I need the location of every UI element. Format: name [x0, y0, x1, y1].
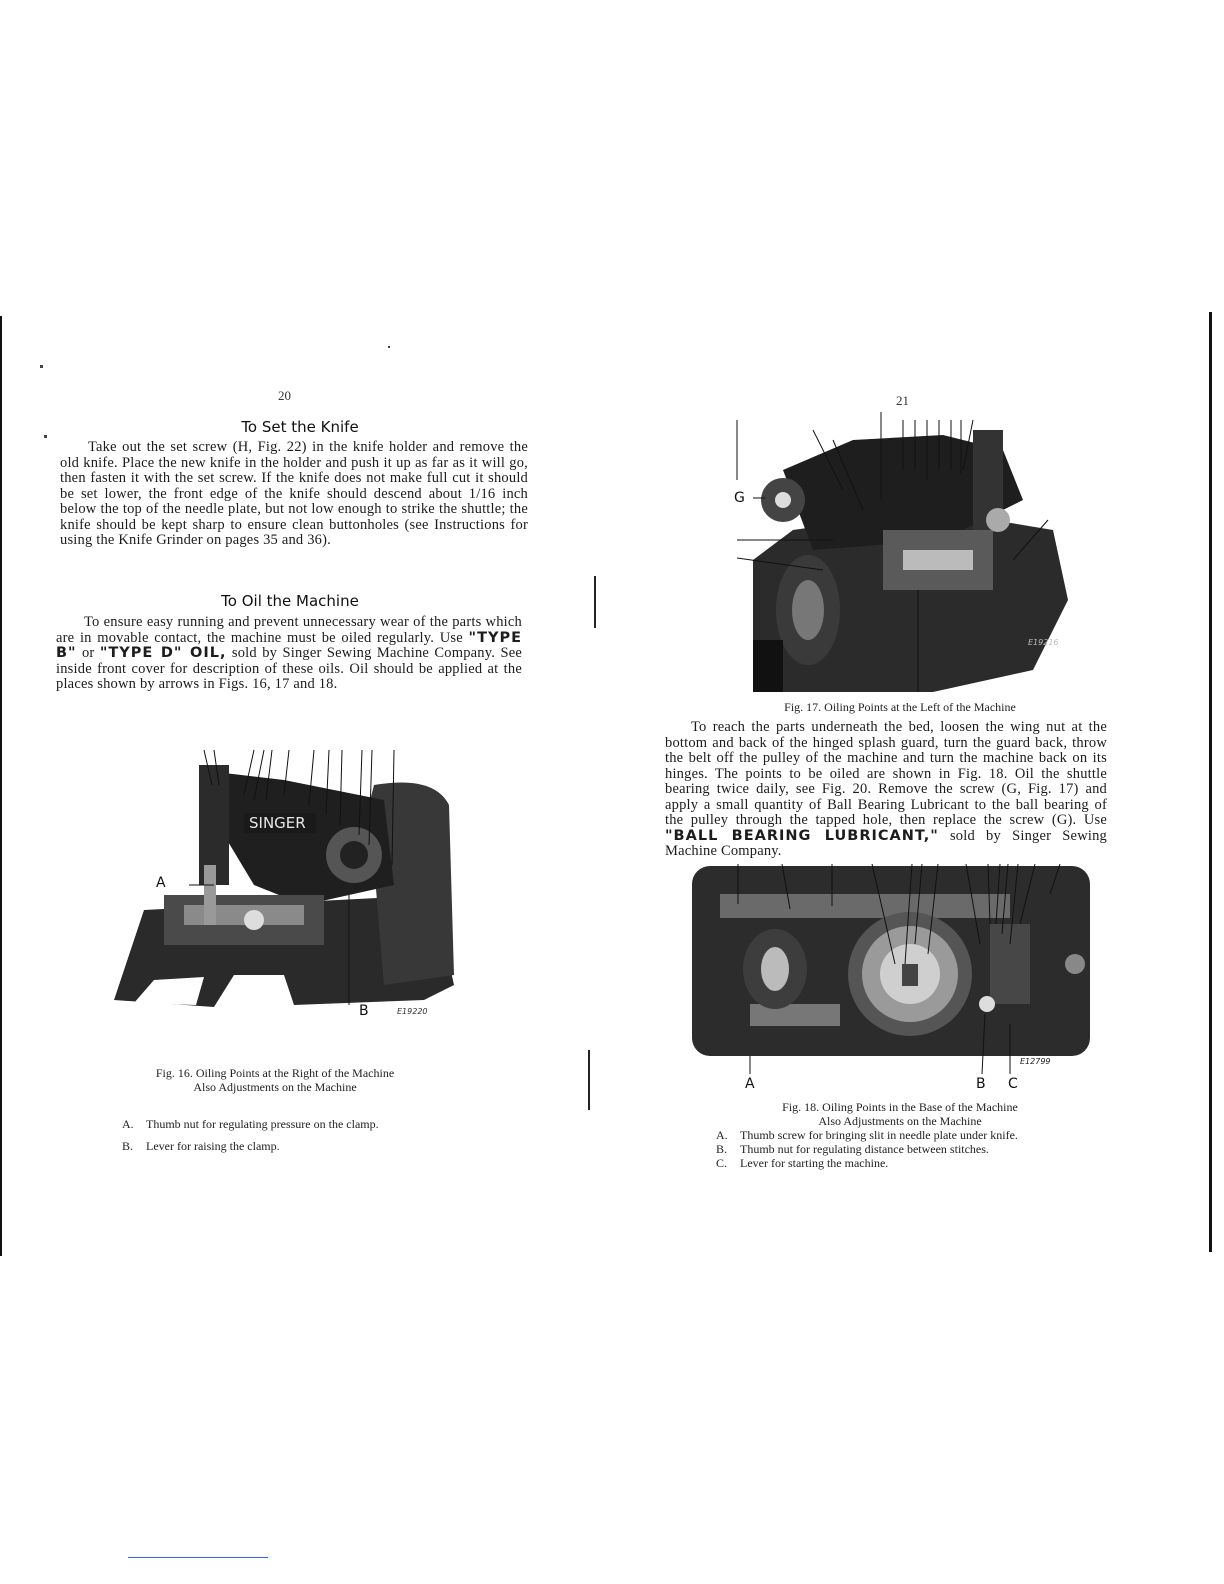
- legend-item: C. Lever for starting the machine.: [716, 1156, 889, 1170]
- fig18-illustration: [690, 864, 1100, 1094]
- heading-set-knife: To Set the Knife: [241, 418, 359, 436]
- gutter-mark-bottom: [588, 1050, 590, 1110]
- oil-type-d: "TYPE D" OIL,: [99, 645, 227, 661]
- legend-item: A. Thumb screw for bringing slit in needle plate under knife.: [716, 1128, 1018, 1142]
- legend-item: B. Lever for raising the clamp.: [122, 1139, 280, 1153]
- reach-paragraph: To reach the parts underneath the bed, loosen the wing nut at the bottom and back of the hinged splash guard, turn the guard back, throw the belt off the pulley of the machine and turn the machine back on its hinges. The points to be oiled are shown in Fig. 18. Oil the shuttle bearing twice daily, see Fig. 20. Remove the screw (G, Fig. 17) and apply a small quantity of Ball Bearing Lubricant to the ball bearing of the pulley through the tapped hole, then replace the screw (G). Use "BALL BEARING LUBRICANT," sold by Singer Sewing Machine Company.: [665, 719, 1107, 859]
- fig18-legend: [716, 1128, 1096, 1170]
- heading-oil-machine: To Oil the Machine: [221, 592, 359, 610]
- knife-paragraph: Take out the set screw (H, Fig. 22) in the knife holder and remove the old knife. Place the new knife in the holder and push it up as far as it will go, then fasten it with the set screw. If the knife does not make full cut it should be set lower, the front edge of the knife should descend about 1/16 inch below the top of the needle plate, but not low enough to strike the shuttle; the knife should be kept sharp to ensure clean buttonholes (see Instructions for using the Knife Grinder on pages 35 and 36).: [60, 439, 528, 548]
- gutter-mark-top: [594, 576, 596, 628]
- fig16-code: E19220: [397, 1007, 428, 1016]
- scan-speck: [44, 435, 47, 438]
- scan-speck: [388, 346, 390, 348]
- fig18-caption: Fig. 18. Oiling Points in the Base of the Machine Also Adjustments on the Machine: [782, 1100, 1018, 1128]
- fig17-illustration: [733, 410, 1073, 692]
- fig18-label-a: A: [745, 1076, 755, 1092]
- page-number-left: 20: [278, 388, 291, 403]
- footer-link-line: [128, 1557, 268, 1558]
- page-number-right: 21: [896, 393, 909, 408]
- legend-item: B. Thumb nut for regulating distance between stitches.: [716, 1142, 989, 1156]
- scan-speck: [40, 365, 43, 368]
- fig16-legend: [122, 1117, 452, 1153]
- ball-bearing-lubricant: "BALL BEARING LUBRICANT,": [665, 827, 939, 844]
- fig16-illustration: [104, 745, 464, 1025]
- left-scan-edge: [0, 316, 2, 1256]
- oil-paragraph: To ensure easy running and prevent unnecessary wear of the parts which are in movable contact, the machine must be oiled regularly. Use "TYPE B" or "TYPE D" OIL, sold by Singer Sewing Machine Company. See inside front cover for description of these oils. Oil should be applied at the places shown by arrows in Figs. 16, 17 and 18.: [56, 614, 522, 692]
- fig16-label-a: A: [156, 875, 166, 891]
- fig16-label-b: B: [359, 1003, 369, 1019]
- fig18-label-b: B: [976, 1076, 986, 1092]
- fig18-code: E12799: [1020, 1057, 1051, 1066]
- fig17-code: E19216: [1028, 638, 1059, 647]
- fig18-label-c: C: [1008, 1076, 1018, 1092]
- fig17-caption: Fig. 17. Oiling Points at the Left of the Machine: [784, 700, 1016, 714]
- fig16-brand: SINGER: [249, 814, 306, 832]
- fig16-caption: Fig. 16. Oiling Points at the Right of the Machine Also Adjustments on the Machine: [155, 1066, 395, 1094]
- right-scan-edge: [1209, 312, 1212, 1252]
- oil-type-b: "TYPE B": [56, 629, 522, 661]
- legend-item: A. Thumb nut for regulating pressure on the clamp.: [122, 1117, 379, 1131]
- fig17-machine-drawing: [733, 410, 1073, 692]
- fig17-label-g: G: [734, 490, 745, 506]
